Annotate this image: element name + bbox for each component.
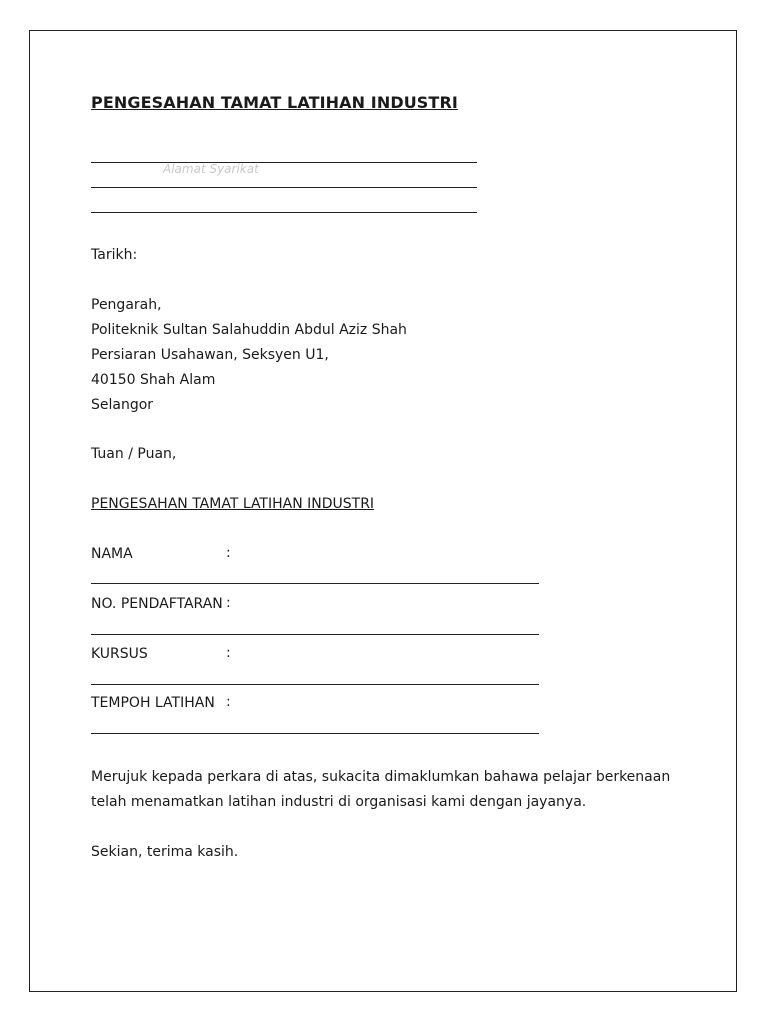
field-label-name: NAMA: [91, 546, 133, 562]
address-line-1: [91, 162, 477, 163]
body-line-1: Merujuk kepada perkara di atas, sukacita dimaklumkan bahawa pelajar berkenaan: [91, 769, 671, 785]
field-line-name: [91, 583, 539, 584]
address-line-2: [91, 187, 477, 188]
field-label-registration: NO. PENDAFTARAN: [91, 596, 223, 612]
field-label-course: KURSUS: [91, 646, 148, 662]
date-label: Tarikh:: [91, 247, 138, 263]
recipient-line-1: Pengarah,: [91, 297, 162, 313]
address-placeholder: Alamat Syarikat: [163, 162, 259, 176]
field-colon-course: :: [226, 645, 231, 661]
recipient-line-3: Persiaran Usahawan, Seksyen U1,: [91, 347, 329, 363]
salutation: Tuan / Puan,: [91, 446, 177, 462]
field-colon-period: :: [226, 694, 231, 710]
subject-heading: PENGESAHAN TAMAT LATIHAN INDUSTRI: [91, 496, 375, 512]
closing-text: Sekian, terima kasih.: [91, 844, 239, 860]
recipient-line-4: 40150 Shah Alam: [91, 372, 216, 388]
body-line-2: telah menamatkan latihan industri di organisasi kami dengan jayanya.: [91, 794, 587, 810]
field-label-period: TEMPOH LATIHAN: [91, 695, 215, 711]
field-colon-name: :: [226, 545, 231, 561]
recipient-line-5: Selangor: [91, 397, 154, 413]
field-line-period: [91, 733, 539, 734]
recipient-line-2: Politeknik Sultan Salahuddin Abdul Aziz Shah: [91, 322, 407, 338]
field-colon-registration: :: [226, 595, 231, 611]
address-line-3: [91, 212, 477, 213]
field-line-registration: [91, 634, 539, 635]
field-line-course: [91, 684, 539, 685]
document-title: PENGESAHAN TAMAT LATIHAN INDUSTRI: [91, 93, 458, 112]
